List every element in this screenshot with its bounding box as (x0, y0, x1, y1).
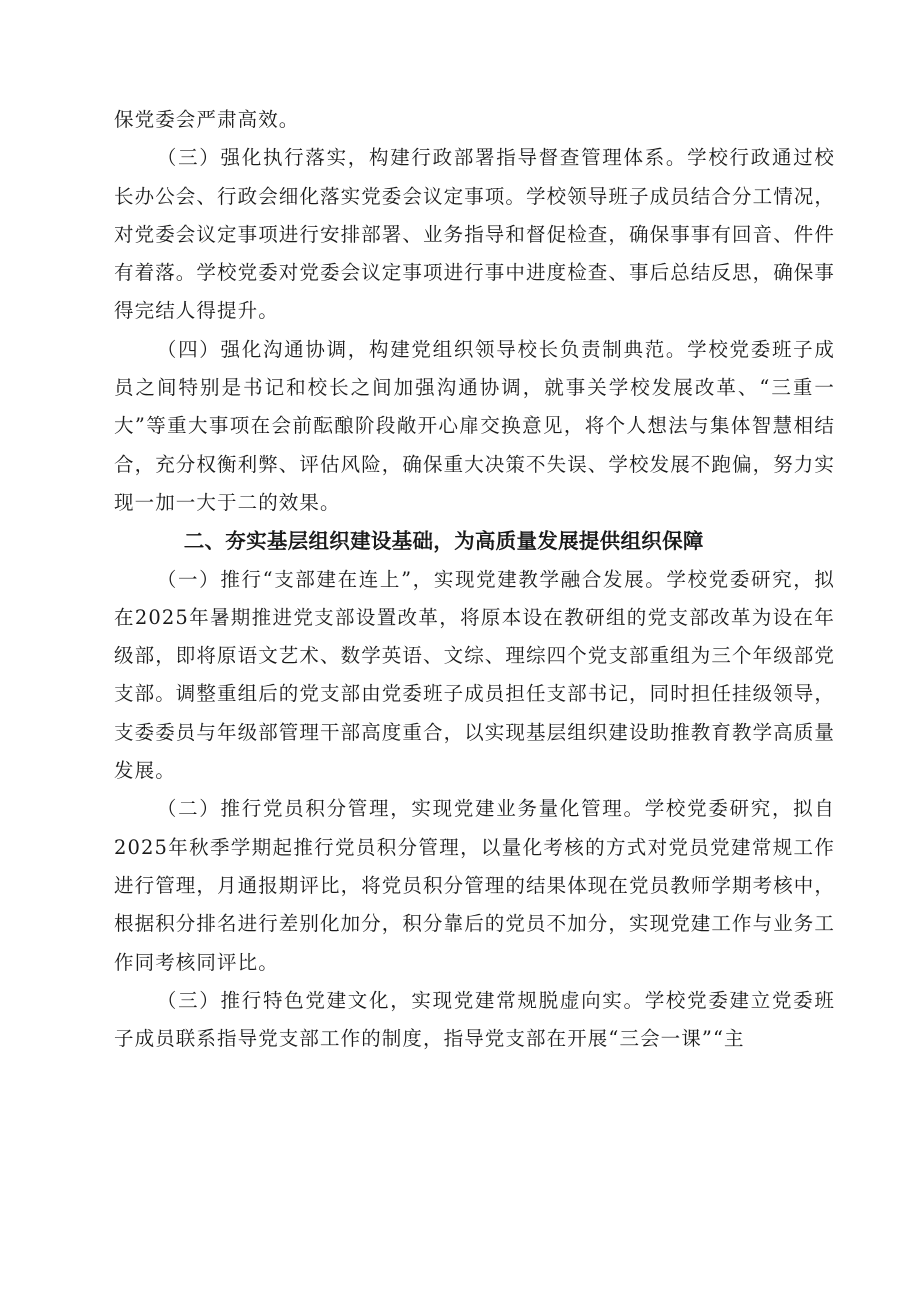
paragraph-continuation: 保党委会严肃高效。 (114, 108, 300, 131)
paragraph-points-management: （二）推行党员积分管理，实现党建业务量化管理。学校党委研究，拟自2025年秋季学期起推行党员积分管理，以量化考核的方式对党员党建常规工作进行管理，月通报期评比，将党员积分管理的结果体现在党员教师学期考核中，根据积分排名进行差别化加分，积分靠后的党员不加分，实现党建工作与业务工作同考核同评比。 (114, 797, 836, 974)
paragraph-section-4-communication: （四）强化沟通协调，构建党组织领导校长负责制典范。学校党委班子成员之间特别是书记和校长之间加强沟通协调，就事关学校发展改革、“三重一大”等重大事项在会前酝酿阶段敞开心扉交换意见，将个人想法与集体智慧相结合，充分权衡利弊、评估风险，确保重大决策不失误、学校发展不跑偏，努力实现一加一大于二的效果。 (114, 337, 836, 514)
section-heading-2: 二、夯实基层组织建设基础，为高质量发展提供组织保障 (183, 529, 704, 554)
paragraph-branch-reform: （一）推行“支部建在连上”，实现党建教学融合发展。学校党委研究，拟在2025年暑期推进党支部设置改革，将原本设在教研组的党支部改革为设在年级部，即将原语文艺术、数学英语、文综、理综四个党支部重组为三个年级部党支部。调整重组后的党支部由党委班子成员担任支部书记，同时担任挂级领导，支委委员与年级部管理干部高度重合，以实现基层组织建设助推教育教学高质量发展。 (114, 567, 836, 783)
paragraph-party-culture: （三）推行特色党建文化，实现党建常规脱虚向实。学校党委建立党委班子成员联系指导党支部工作的制度，指导党支部在开展“三会一课”“主 (114, 988, 835, 1051)
paragraph-section-3-execution: （三）强化执行落实，构建行政部署指导督查管理体系。学校行政通过校长办公会、行政会细化落实党委会议定事项。学校领导班子成员结合分工情况，对党委会议定事项进行安排部署、业务指导和督促检查，确保事事有回音、件件有着落。学校党委对党委会议定事项进行事中进度检查、事后总结反思，确保事得完结人得提升。 (114, 146, 836, 323)
